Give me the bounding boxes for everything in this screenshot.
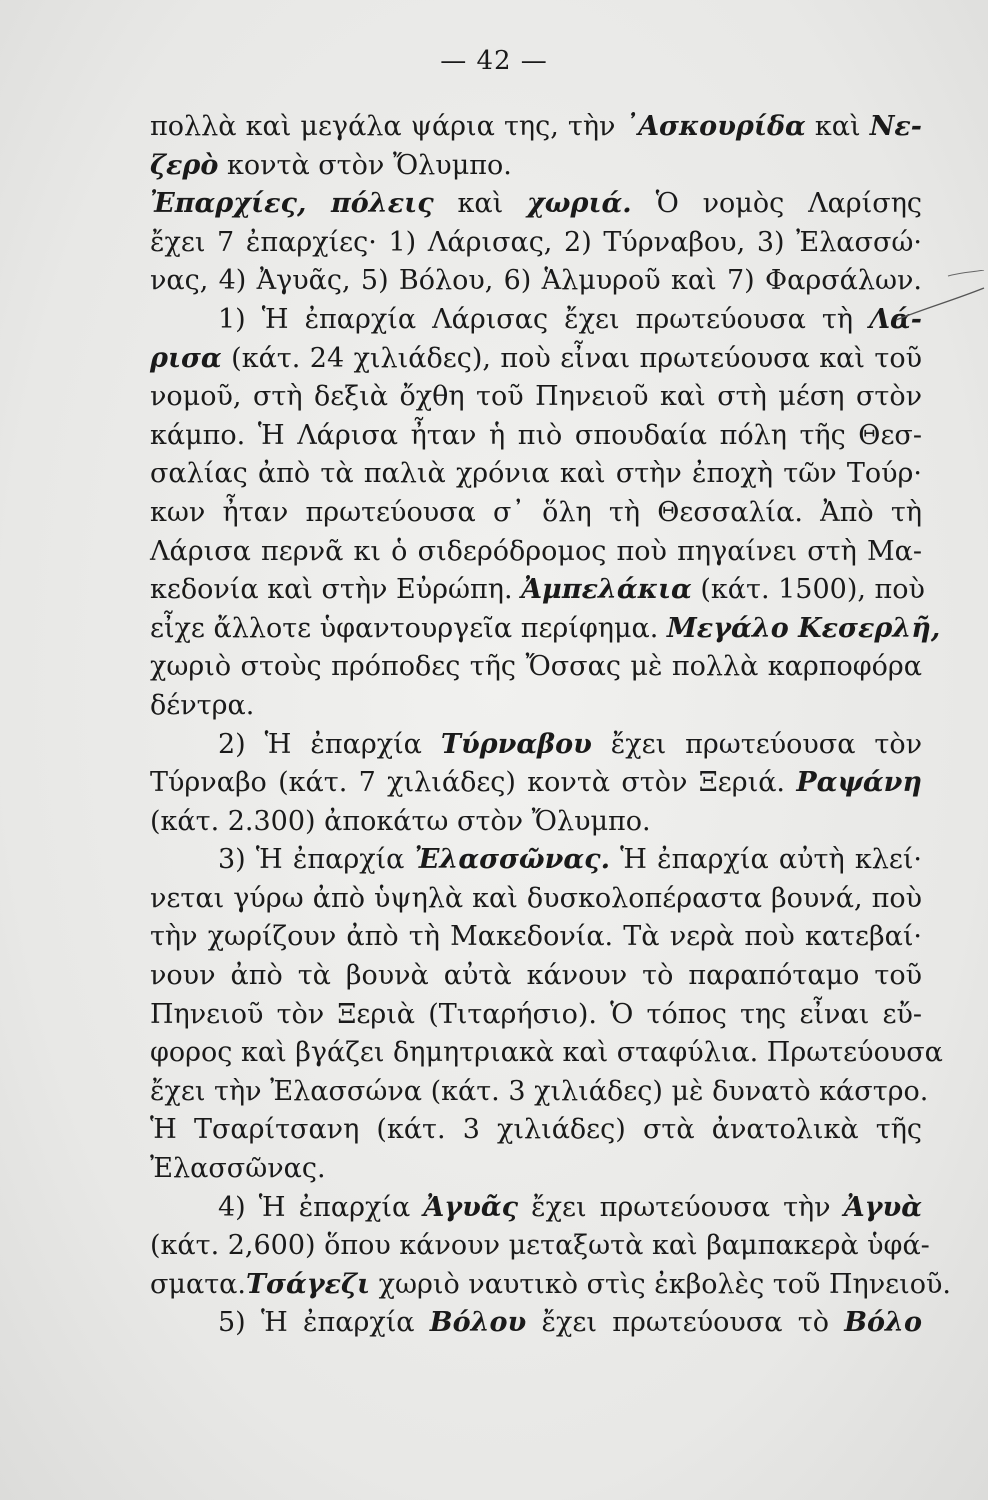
text-line: [150, 224, 922, 263]
text-run: ἔχει πρωτεύουσα τὸ: [526, 1307, 845, 1339]
text-line: [150, 957, 922, 996]
emphasized-term: Ἀγυᾶς: [423, 1191, 519, 1223]
emphasized-term: Βόλου: [429, 1307, 527, 1339]
text-run: 4) Ἡ ἐπαρχία: [218, 1191, 424, 1223]
emphasized-term: ᾽Ασκουρίδα: [624, 111, 806, 142]
text-run: νας, 4) Ἀγυᾶς, 5) Βόλου, 6) Ἁλμυροῦ καὶ 7) Φαρσάλων.: [150, 265, 922, 297]
text-line: [150, 880, 922, 919]
text-run: Ἡ Τσαρίτσανη (κάτ. 3 χιλιάδες) στὰ ἀνατολικὰ τῆς: [150, 1114, 922, 1146]
text-run: σαλίας ἀπὸ τὰ παλιὰ χρόνια καὶ στὴν ἐποχὴ τῶν Τούρ·: [150, 458, 922, 490]
page-number: — 42 —: [440, 46, 548, 76]
pencil-mark: [896, 270, 986, 330]
text-run: κοντὰ στὸν Ὄλυμπο.: [218, 149, 512, 181]
emphasized-term: Ἐπαρχίες, πόλεις: [150, 188, 434, 220]
text-line: [150, 417, 922, 456]
text-run: νεται γύρω ἀπὸ ὑψηλὰ καὶ δυσκολοπέραστα βουνά, ποὺ: [150, 882, 922, 914]
text-line: [150, 185, 922, 224]
text-run: χωριὸ ναυτικὸ στὶς ἐκβολὲς τοῦ Πηνειοῦ.: [370, 1268, 951, 1300]
text-line: [150, 764, 922, 803]
text-line: [150, 1227, 930, 1266]
text-run: Τύρναβο (κάτ. 7 χιλιάδες) κοντὰ στὸν Ξεριά.: [150, 767, 797, 799]
emphasized-term: ζερὸ: [150, 149, 219, 181]
text-line: [150, 571, 925, 610]
emphasized-term: Τύρναβου: [440, 728, 592, 760]
body-text: [150, 108, 951, 1343]
emphasized-term: Ἀγυὰ: [843, 1191, 922, 1223]
emphasized-term: Λά-: [869, 303, 922, 335]
emphasized-term: Ἐλασσῶνας.: [414, 844, 610, 876]
text-run: τὴν χωρίζουν ἀπὸ τὴ Μακεδονία. Τὰ νερὰ ποὺ κατεβαί·: [150, 921, 922, 953]
text-line: [150, 108, 922, 147]
text-line: [150, 726, 922, 765]
emphasized-term: Τσάγεζι: [245, 1268, 371, 1300]
text-run: (κάτ. 2,600) ὅπου κάνουν μεταξωτὰ καὶ βαμπακερὰ ὑφά-: [150, 1230, 930, 1262]
text-run: (κάτ. 24 χιλιάδες), ποὺ εἶναι πρωτεύουσα καὶ τοῦ: [221, 342, 922, 374]
text-run: 1) Ἡ ἐπαρχία Λάρισας ἔχει πρωτεύουσα τὴ: [218, 303, 870, 335]
text-run: Πηνειοῦ τὸν Ξεριὰ (Τιταρήσιο). Ὁ τόπος της εἶναι εὔ-: [150, 998, 922, 1030]
text-run: Ἡ ἐπαρχία αὐτὴ κλεί·: [609, 844, 922, 876]
emphasized-term: Ἀμπελάκια: [521, 574, 692, 606]
text-line: [150, 455, 922, 494]
emphasized-term: Ραψάνη: [796, 767, 922, 799]
text-run: ἔχει πρωτεύουσα τὴν: [518, 1191, 844, 1223]
text-run: σματα.: [150, 1268, 246, 1300]
emphasized-term: ρισα: [150, 342, 222, 374]
text-run: καὶ: [433, 188, 528, 220]
text-line: [150, 301, 922, 340]
text-run: 2) Ἡ ἐπαρχία: [218, 728, 441, 760]
text-line: [150, 1266, 951, 1305]
text-run: νομοῦ, στὴ δεξιὰ ὄχθη τοῦ Πηνειοῦ καὶ στὴ μέση στὸν: [150, 381, 922, 413]
text-run: ἔχει τὴν Ἐλασσώνα (κάτ. 3 χιλιάδες) μὲ δυνατὸ κάστρο.: [150, 1075, 929, 1107]
text-line: [150, 1150, 922, 1189]
text-line: [150, 262, 922, 301]
text-run: δέντρα.: [150, 689, 255, 721]
text-run: καὶ: [805, 111, 870, 142]
text-run: Λάρισα περνᾶ κι ὁ σιδερόδρομος ποὺ πηγαίνει στὴ Μα-: [150, 535, 922, 567]
text-run: πολλὰ καὶ μεγάλα ψάρια της, τὴν: [150, 111, 625, 142]
text-run: (κάτ. 1500), ποὺ: [691, 574, 925, 606]
text-line: [150, 494, 922, 533]
text-line: [150, 378, 922, 417]
text-line: [150, 340, 922, 379]
emphasized-term: χωριά.: [527, 188, 632, 220]
text-line: [150, 1111, 922, 1150]
text-line: [150, 996, 922, 1035]
text-line: [150, 803, 922, 842]
text-run: κεδονία καὶ στὴν Εὐρώπη.: [150, 574, 522, 606]
text-line: [150, 610, 941, 649]
text-run: 5) Ἡ ἐπαρχία: [218, 1307, 430, 1339]
text-run: εἶχε ἄλλοτε ὑφαντουργεῖα περίφημα.: [150, 612, 667, 644]
text-run: ἔχει πρωτεύουσα τὸν: [591, 728, 922, 760]
text-run: κάμπο. Ἡ Λάρισα ἦταν ἡ πιὸ σπουδαία πόλη τῆς Θεσ-: [150, 419, 922, 451]
text-line: [150, 1189, 922, 1228]
text-run: 3) Ἡ ἐπαρχία: [218, 844, 415, 876]
text-line: [150, 918, 922, 957]
emphasized-term: Βόλο: [844, 1307, 922, 1339]
emphasized-term: Μεγάλο Κεσερλῆ,: [666, 612, 941, 644]
text-run: (κάτ. 2.300) ἀποκάτω στὸν Ὄλυμπο.: [150, 805, 651, 837]
text-line: [150, 533, 922, 572]
text-line: [150, 687, 922, 726]
text-run: κων ἦταν πρωτεύουσα σ᾽ ὅλη τὴ Θεσσαλία. Ἀπὸ τὴ: [150, 496, 922, 528]
text-line: [150, 1034, 943, 1073]
text-line: [150, 1304, 922, 1343]
text-line: [150, 841, 922, 880]
text-run: φορος καὶ βγάζει δημητριακὰ καὶ σταφύλια. Πρωτεύουσα: [150, 1037, 943, 1069]
text-run: χωριὸ στοὺς πρόποδες τῆς Ὄσσας μὲ πολλὰ καρποφόρα: [150, 651, 922, 683]
text-run: Ὁ νομὸς Λαρίσης: [631, 188, 922, 220]
text-run: νουν ἀπὸ τὰ βουνὰ αὐτὰ κάνουν τὸ παραπόταμο τοῦ: [150, 960, 922, 992]
text-line: [150, 648, 922, 687]
text-run: Ἐλασσῶνας.: [150, 1153, 326, 1185]
text-line: [150, 147, 922, 186]
text-line: [150, 1073, 929, 1112]
emphasized-term: Νε-: [869, 111, 923, 142]
text-run: ἔχει 7 ἐπαρχίες· 1) Λάρισας, 2) Τύρναβου, 3) Ἐλασσώ·: [150, 226, 922, 258]
